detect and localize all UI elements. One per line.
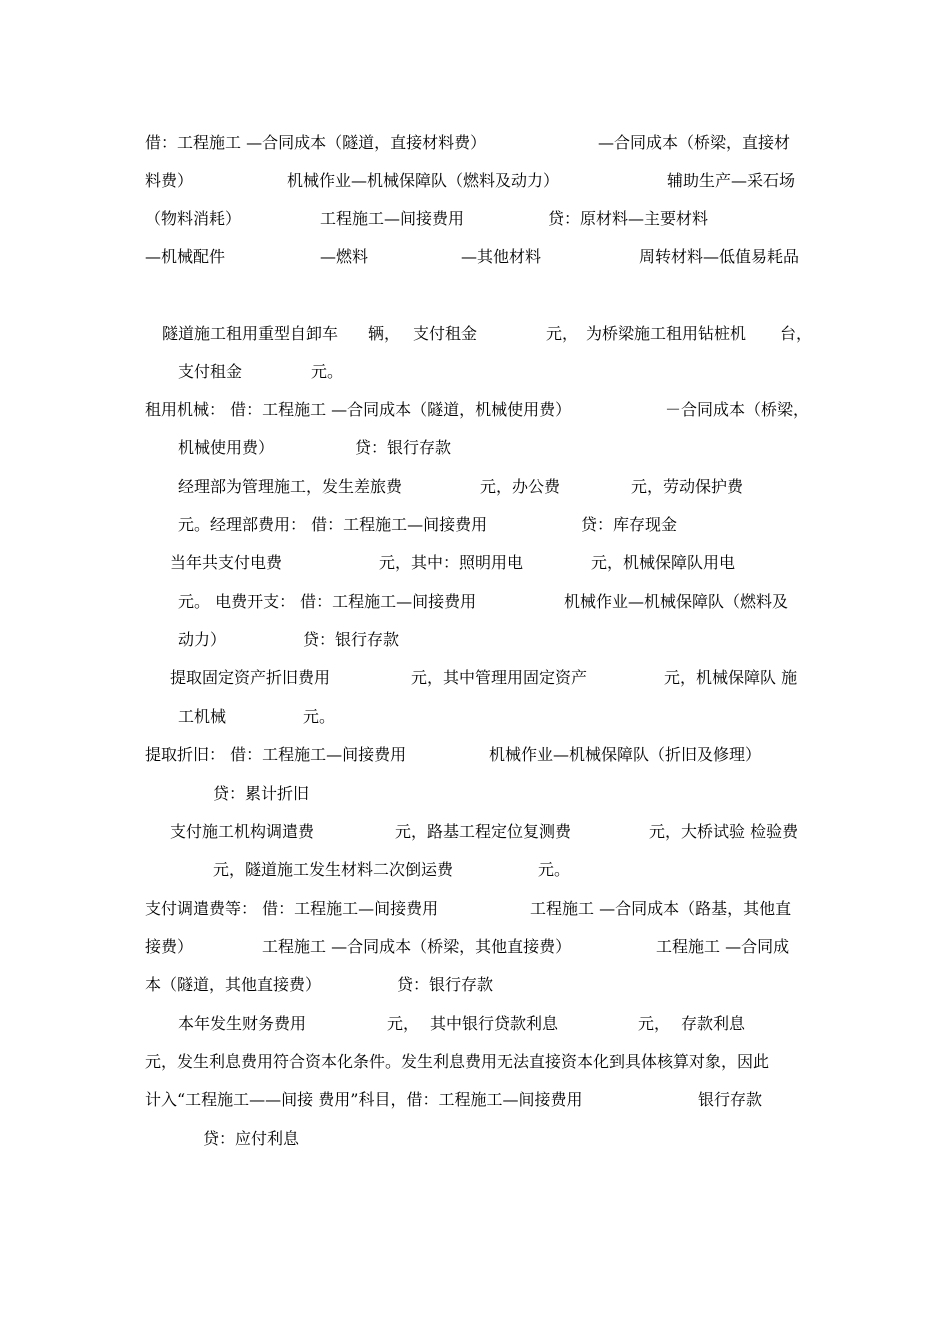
text-segment: －合同成本（桥梁，: [665, 400, 810, 419]
text-segment: 元。 电费开支： 借：工程施工—间接费用: [178, 592, 477, 611]
text-segment: 借：工程施工 —合同成本（隧道，直接材料费）: [145, 133, 487, 152]
text-segment: 贷：银行存款: [397, 975, 494, 994]
text-line: [0, 629, 950, 659]
text-line: [0, 132, 950, 162]
text-line: [0, 974, 950, 1004]
text-segment: 本年发生财务费用: [178, 1014, 307, 1033]
text-segment: 工程施工 —合同成本（路基，其他直: [530, 899, 792, 918]
text-segment: 元，机械保障队用电: [591, 553, 736, 572]
text-segment: 元。: [538, 860, 571, 879]
text-segment: 机械作业—机械保障队（燃料及: [564, 592, 789, 611]
text-line: [0, 323, 950, 353]
text-segment: 隧道施工租用重型自卸车: [162, 324, 339, 343]
text-line: [0, 783, 950, 813]
text-line: [0, 170, 950, 200]
text-segment: 贷：银行存款: [355, 438, 452, 457]
text-segment: 存款利息: [681, 1014, 746, 1033]
text-line: [0, 1089, 950, 1119]
text-segment: 元，: [638, 1014, 671, 1033]
text-segment: 接费）: [145, 937, 194, 956]
text-line: [0, 1051, 950, 1081]
text-line: [0, 246, 950, 276]
text-segment: 贷：银行存款: [303, 630, 400, 649]
text-line: [0, 208, 950, 238]
text-segment: 机械使用费）: [178, 438, 275, 457]
text-segment: 贷：原材料—主要材料: [548, 209, 709, 228]
text-segment: 贷：应付利息: [203, 1129, 300, 1148]
text-segment: 周转材料—低值易耗品: [639, 247, 800, 266]
text-segment: 工机械: [178, 707, 227, 726]
text-segment: 工程施工 —合同成: [656, 937, 790, 956]
text-line: [0, 898, 950, 928]
text-segment: 元，办公费: [480, 477, 561, 496]
text-line: [0, 859, 950, 889]
text-line: [0, 476, 950, 506]
text-line: [0, 821, 950, 851]
text-line: [0, 361, 950, 391]
text-segment: 元。: [303, 707, 336, 726]
text-segment: 元，其中管理用固定资产: [411, 668, 588, 687]
text-segment: 元，其中：照明用电: [379, 553, 524, 572]
text-segment: 本（隧道，其他直接费）: [145, 975, 322, 994]
text-segment: —合同成本（桥梁，直接材: [598, 133, 791, 152]
text-segment: 提取固定资产折旧费用: [170, 668, 331, 687]
text-segment: 为桥梁施工租用钻桩机: [586, 324, 747, 343]
text-segment: 银行存款: [698, 1090, 763, 1109]
text-segment: 机械作业—机械保障队（折旧及修理）: [489, 745, 762, 764]
text-segment: 贷：累计折旧: [213, 784, 310, 803]
text-segment: 辆，: [368, 324, 401, 343]
text-line: [0, 552, 950, 582]
text-segment: 元，: [387, 1014, 420, 1033]
text-segment: 台，: [780, 324, 813, 343]
text-segment: 其中银行贷款利息: [430, 1014, 559, 1033]
text-segment: 辅助生产—采石场: [667, 171, 796, 190]
text-segment: 支付租金: [178, 362, 243, 381]
text-segment: 支付调遣费等： 借：工程施工—间接费用: [145, 899, 439, 918]
text-segment: 元，发生利息费用符合资本化条件。发生利息费用无法直接资本化到具体核算对象，因此: [145, 1052, 770, 1071]
text-line: [0, 1013, 950, 1043]
text-segment: 元，劳动保护费: [631, 477, 744, 496]
text-segment: 计入“工程施工——间接 费用”科目，借：工程施工—间接费用: [145, 1090, 583, 1109]
text-segment: 贷：库存现金: [581, 515, 678, 534]
text-segment: 经理部为管理施工，发生差旅费: [178, 477, 403, 496]
text-segment: 元，: [546, 324, 579, 343]
text-segment: 支付施工机构调遣费: [170, 822, 315, 841]
text-line: [0, 399, 950, 429]
text-segment: 动力）: [178, 630, 227, 649]
text-segment: 元，隧道施工发生材料二次倒运费: [213, 860, 454, 879]
text-line: [0, 514, 950, 544]
text-segment: —机械配件: [145, 247, 226, 266]
text-line: [0, 667, 950, 697]
text-segment: 租用机械： 借：工程施工 —合同成本（隧道，机械使用费）: [145, 400, 572, 419]
text-line: [0, 936, 950, 966]
text-line: [0, 437, 950, 467]
text-line: [0, 706, 950, 736]
text-segment: 机械作业—机械保障队（燃料及动力）: [287, 171, 560, 190]
text-line: [0, 1128, 950, 1158]
text-segment: 工程施工 —合同成本（桥梁，其他直接费）: [262, 937, 572, 956]
text-line: [0, 744, 950, 774]
text-segment: 元。经理部费用： 借：工程施工—间接费用: [178, 515, 488, 534]
text-segment: 料费）: [145, 171, 194, 190]
text-segment: 支付租金: [413, 324, 478, 343]
text-segment: 提取折旧： 借：工程施工—间接费用: [145, 745, 407, 764]
text-segment: 元，机械保障队 施: [664, 668, 798, 687]
text-line: [0, 591, 950, 621]
text-segment: （物料消耗）: [145, 209, 242, 228]
text-segment: 元，路基工程定位复测费: [395, 822, 572, 841]
text-segment: 元，大桥试验 检验费: [649, 822, 799, 841]
text-segment: —其他材料: [461, 247, 542, 266]
text-segment: —燃料: [320, 247, 369, 266]
text-segment: 工程施工—间接费用: [320, 209, 465, 228]
text-segment: 当年共支付电费: [170, 553, 283, 572]
text-segment: 元。: [311, 362, 344, 381]
